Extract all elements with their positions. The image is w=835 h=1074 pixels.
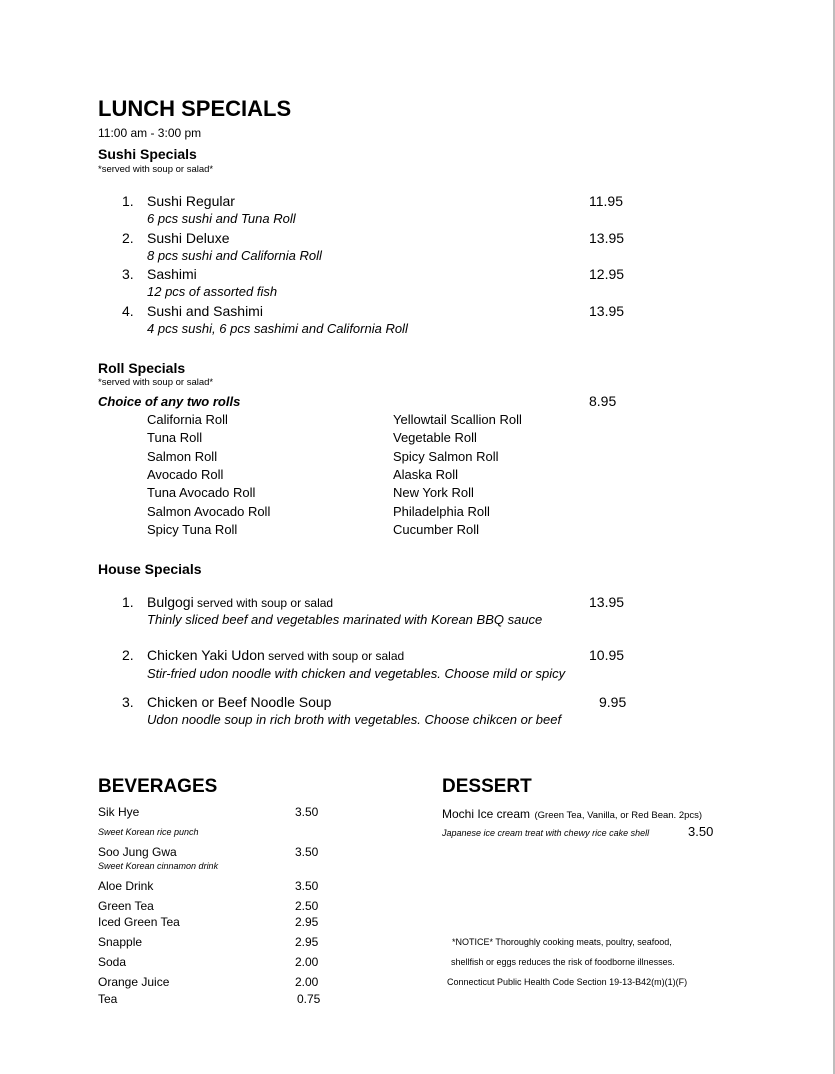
beverage-price: 2.50 <box>295 899 319 913</box>
sushi-item-desc: 4 pcs sushi, 6 pcs sashimi and California Roll <box>147 321 408 336</box>
sushi-item-desc: 6 pcs sushi and Tuna Roll <box>147 211 296 226</box>
beverage-name: Soda <box>98 955 127 969</box>
health-notice-line: Connecticut Public Health Code Section 19-13-B42(m)(1)(F) <box>447 977 688 987</box>
beverages-heading: BEVERAGES <box>98 776 218 797</box>
sushi-item-number: 1. <box>122 193 134 209</box>
house-item-number: 2. <box>122 647 134 663</box>
roll-option: New York Roll <box>393 485 474 500</box>
sushi-item-price: 13.95 <box>589 230 625 246</box>
sushi-item-price: 11.95 <box>589 193 623 209</box>
house-item-desc: Stir-fried udon noodle with chicken and vegetables. Choose mild or spicy <box>147 666 566 681</box>
beverage-price: 3.50 <box>295 845 319 859</box>
house-item-desc: Thinly sliced beef and vegetables marinated with Korean BBQ sauce <box>147 612 543 627</box>
roll-choice-label: Choice of any two rolls <box>98 394 241 409</box>
house-specials-heading: House Specials <box>98 561 202 577</box>
sushi-item-name: Sushi Deluxe <box>147 230 230 246</box>
dessert-item-options: (Green Tea, Vanilla, or Red Bean. 2pcs) <box>534 810 703 821</box>
beverage-price: 2.95 <box>295 915 319 929</box>
beverage-name: Green Tea <box>98 899 154 913</box>
house-item-desc: Udon noodle soup in rich broth with vegetables. Choose chikcen or beef <box>147 712 562 727</box>
roll-option: Yellowtail Scallion Roll <box>393 412 522 427</box>
roll-option: Spicy Tuna Roll <box>147 522 238 537</box>
beverage-price: 2.00 <box>295 975 319 989</box>
beverage-name: Aloe Drink <box>98 879 154 893</box>
beverage-price: 2.00 <box>295 955 319 969</box>
beverage-price: 3.50 <box>295 805 319 819</box>
dessert-heading: DESSERT <box>442 776 532 797</box>
lunch-hours: 11:00 am - 3:00 pm <box>98 126 202 140</box>
house-item-price: 10.95 <box>589 647 625 663</box>
house-item-suffix: served with soup or salad <box>264 649 405 663</box>
dessert-item-price: 3.50 <box>688 824 714 839</box>
sushi-item-number: 3. <box>122 266 134 282</box>
sushi-item-number: 4. <box>122 303 134 319</box>
health-notice-line: shellfish or eggs reduces the risk of foodborne illnesses. <box>451 957 675 967</box>
beverage-name: Iced Green Tea <box>98 915 180 929</box>
sushi-item-price: 12.95 <box>589 266 625 282</box>
roll-option: Salmon Roll <box>147 449 218 464</box>
sushi-item-desc: 8 pcs sushi and California Roll <box>147 248 322 263</box>
dessert-item-title <box>442 805 702 823</box>
health-notice-line: *NOTICE* Thoroughly cooking meats, poultry, seafood, <box>452 937 672 947</box>
beverage-name: Tea <box>98 992 118 1006</box>
roll-specials-heading: Roll Specials <box>98 360 186 376</box>
sushi-specials-note: *served with soup or salad* <box>98 164 214 175</box>
beverage-price: 2.95 <box>295 935 319 949</box>
house-item-name: Chicken or Beef Noodle Soup <box>147 694 332 710</box>
roll-option: Vegetable Roll <box>393 430 477 445</box>
roll-option: Spicy Salmon Roll <box>393 449 499 464</box>
sushi-item-price: 13.95 <box>589 303 625 319</box>
beverage-name: Soo Jung Gwa <box>98 845 177 859</box>
house-item-title <box>147 694 331 712</box>
house-item-title <box>147 647 404 665</box>
roll-option: California Roll <box>147 412 228 427</box>
beverage-name: Snapple <box>98 935 143 949</box>
roll-option: Philadelphia Roll <box>393 504 490 519</box>
house-item-number: 1. <box>122 594 134 610</box>
roll-option: Alaska Roll <box>393 467 459 482</box>
beverage-price: 3.50 <box>295 879 319 893</box>
roll-option: Avocado Roll <box>147 467 224 482</box>
roll-option: Tuna Roll <box>147 430 203 445</box>
roll-option: Tuna Avocado Roll <box>147 485 256 500</box>
house-item-suffix: served with soup or salad <box>193 596 334 610</box>
beverage-desc: Sweet Korean rice punch <box>98 827 199 837</box>
page-title: LUNCH SPECIALS <box>98 96 292 121</box>
sushi-item-number: 2. <box>122 230 134 246</box>
sushi-item-name: Sashimi <box>147 266 197 282</box>
roll-specials-price: 8.95 <box>589 393 617 409</box>
sushi-specials-heading: Sushi Specials <box>98 146 197 162</box>
sushi-item-desc: 12 pcs of assorted fish <box>147 284 278 299</box>
beverage-name: Orange Juice <box>98 975 170 989</box>
beverage-desc: Sweet Korean cinnamon drink <box>98 861 219 871</box>
dessert-item-name: Mochi Ice cream <box>442 807 531 821</box>
roll-specials-note: *served with soup or salad* <box>98 377 214 388</box>
house-item-price: 9.95 <box>599 694 627 710</box>
dessert-item-desc: Japanese ice cream treat with chewy rice cake shell <box>442 828 650 838</box>
sushi-item-name: Sushi and Sashimi <box>147 303 263 319</box>
sushi-item-name: Sushi Regular <box>147 193 235 209</box>
roll-option: Salmon Avocado Roll <box>147 504 271 519</box>
house-item-name: Chicken Yaki Udon <box>147 647 265 663</box>
roll-option: Cucumber Roll <box>393 522 479 537</box>
house-item-title <box>147 594 333 612</box>
beverage-price: 0.75 <box>297 992 321 1006</box>
house-item-price: 13.95 <box>589 594 625 610</box>
house-item-name: Bulgogi <box>147 594 194 610</box>
beverage-name: Sik Hye <box>98 805 140 819</box>
house-item-number: 3. <box>122 694 134 710</box>
